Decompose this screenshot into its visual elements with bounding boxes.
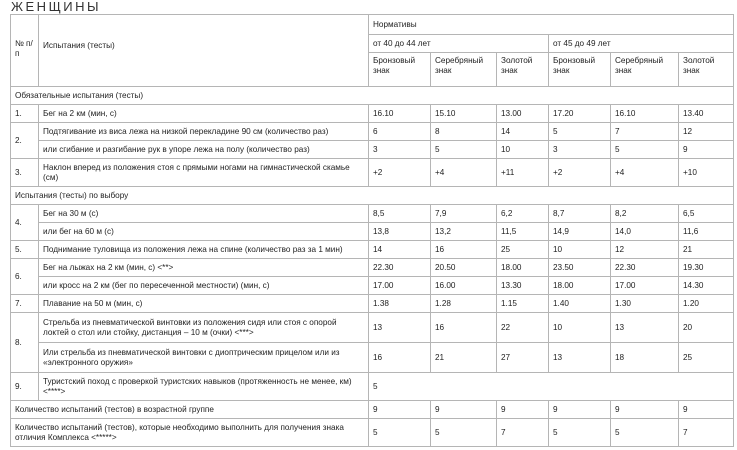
norm-value: 1.28 bbox=[431, 295, 497, 313]
header-age-45-49: от 45 до 49 лет bbox=[549, 35, 734, 53]
header-age-40-44: от 40 до 44 лет bbox=[369, 35, 549, 53]
row-number: 2. bbox=[11, 123, 39, 159]
norm-value: 25 bbox=[497, 241, 549, 259]
test-name: Бег на 30 м (с) bbox=[39, 205, 369, 223]
norm-value: 5 bbox=[369, 373, 734, 401]
norm-value: 1.40 bbox=[549, 295, 611, 313]
test-name: Наклон вперед из положения стоя с прямыми ногами на гимнастической скамье (см) bbox=[39, 159, 369, 187]
norm-value: 3 bbox=[369, 141, 431, 159]
test-name: Бег на лыжах на 2 км (мин, с) <**> bbox=[39, 259, 369, 277]
header-silver: Серебряный знак bbox=[611, 53, 679, 87]
test-name: Подтягивание из виса лежа на низкой перекладине 90 см (количество раз) bbox=[39, 123, 369, 141]
table-row bbox=[11, 419, 734, 447]
totals-value: 9 bbox=[549, 401, 611, 419]
totals-value: 9 bbox=[431, 401, 497, 419]
norm-value: 14 bbox=[497, 123, 549, 141]
test-name: Стрельба из пневматической винтовки из положения сидя или стоя с опорой локтей о стол или стойку, дистанция – 10 м (очки) <***> bbox=[39, 313, 369, 343]
norm-value: 13,8 bbox=[369, 223, 431, 241]
table-row bbox=[11, 141, 734, 159]
norm-value: 10 bbox=[497, 141, 549, 159]
norm-value: 6 bbox=[369, 123, 431, 141]
table-row bbox=[11, 401, 734, 419]
totals-value: 5 bbox=[431, 419, 497, 447]
norm-value: 6,2 bbox=[497, 205, 549, 223]
test-name: или бег на 60 м (с) bbox=[39, 223, 369, 241]
norm-value: +4 bbox=[431, 159, 497, 187]
norm-value: 8 bbox=[431, 123, 497, 141]
table-row bbox=[11, 277, 734, 295]
totals-value: 9 bbox=[497, 401, 549, 419]
norm-value: 7 bbox=[611, 123, 679, 141]
norm-value: 18 bbox=[611, 343, 679, 373]
norm-value: +10 bbox=[679, 159, 734, 187]
totals-value: 5 bbox=[549, 419, 611, 447]
norm-value: 8,7 bbox=[549, 205, 611, 223]
page-title: ЖЕНЩИНЫ bbox=[11, 0, 101, 14]
norm-value: 6,5 bbox=[679, 205, 734, 223]
norm-value: 15.10 bbox=[431, 105, 497, 123]
totals-label: Количество испытаний (тестов) в возрастной группе bbox=[11, 401, 369, 419]
totals-label: Количество испытаний (тестов), которые необходимо выполнить для получения знака отличия Комплекса <*****> bbox=[11, 419, 369, 447]
norm-value: 13 bbox=[611, 313, 679, 343]
norm-value: +4 bbox=[611, 159, 679, 187]
norm-value: 20.50 bbox=[431, 259, 497, 277]
totals-value: 7 bbox=[679, 419, 734, 447]
row-number: 6. bbox=[11, 259, 39, 295]
table-row bbox=[11, 223, 734, 241]
norm-value: 7,9 bbox=[431, 205, 497, 223]
totals-value: 5 bbox=[369, 419, 431, 447]
norm-value: 13.30 bbox=[497, 277, 549, 295]
table-row bbox=[11, 259, 734, 277]
section-heading: Испытания (тесты) по выбору bbox=[11, 187, 734, 205]
test-name: Туристский поход с проверкой туристских навыков (протяженность не менее, км) <****> bbox=[39, 373, 369, 401]
norm-value: 11,5 bbox=[497, 223, 549, 241]
norm-value: 13.40 bbox=[679, 105, 734, 123]
norm-value: 21 bbox=[431, 343, 497, 373]
norm-value: 1.15 bbox=[497, 295, 549, 313]
norm-value: 1.30 bbox=[611, 295, 679, 313]
norm-value: 11,6 bbox=[679, 223, 734, 241]
norm-value: 10 bbox=[549, 241, 611, 259]
table-row bbox=[11, 313, 734, 343]
norm-value: 18.00 bbox=[549, 277, 611, 295]
table-row bbox=[11, 123, 734, 141]
norm-value: 13 bbox=[369, 313, 431, 343]
header-silver: Серебряный знак bbox=[431, 53, 497, 87]
header-bronze: Бронзовый знак bbox=[549, 53, 611, 87]
table-row bbox=[11, 87, 734, 105]
test-name: или кросс на 2 км (бег по пересеченной местности) (мин, с) bbox=[39, 277, 369, 295]
row-number: 4. bbox=[11, 205, 39, 241]
section-heading: Обязательные испытания (тесты) bbox=[11, 87, 734, 105]
norm-value: 27 bbox=[497, 343, 549, 373]
norm-value: 8,2 bbox=[611, 205, 679, 223]
norm-value: 14,0 bbox=[611, 223, 679, 241]
norm-value: 10 bbox=[549, 313, 611, 343]
norm-value: 21 bbox=[679, 241, 734, 259]
norm-value: 16 bbox=[431, 241, 497, 259]
norm-value: 12 bbox=[679, 123, 734, 141]
norm-value: 12 bbox=[611, 241, 679, 259]
norm-value: 16.10 bbox=[369, 105, 431, 123]
row-number: 7. bbox=[11, 295, 39, 313]
norm-value: 13 bbox=[549, 343, 611, 373]
table-row bbox=[11, 205, 734, 223]
row-number: 1. bbox=[11, 105, 39, 123]
norm-value: 16.00 bbox=[431, 277, 497, 295]
norm-value: 14,9 bbox=[549, 223, 611, 241]
totals-value: 9 bbox=[611, 401, 679, 419]
header-norms: Нормативы bbox=[369, 15, 734, 35]
table-row bbox=[11, 241, 734, 259]
norm-value: 13.00 bbox=[497, 105, 549, 123]
norm-value: 5 bbox=[611, 141, 679, 159]
table-row bbox=[11, 373, 734, 401]
test-name: Поднимание туловища из положения лежа на спине (количество раз за 1 мин) bbox=[39, 241, 369, 259]
norm-value: 3 bbox=[549, 141, 611, 159]
norm-value: 16 bbox=[431, 313, 497, 343]
totals-value: 5 bbox=[611, 419, 679, 447]
test-name: или сгибание и разгибание рук в упоре лежа на полу (количество раз) bbox=[39, 141, 369, 159]
header-gold: Золотой знак bbox=[679, 53, 734, 87]
row-number: 8. bbox=[11, 313, 39, 373]
test-name: Или стрельба из пневматической винтовки с диоптрическим прицелом или из «электронного оружия» bbox=[39, 343, 369, 373]
norm-value: 20 bbox=[679, 313, 734, 343]
norm-value: 16 bbox=[369, 343, 431, 373]
norm-value: 8,5 bbox=[369, 205, 431, 223]
norm-value: 17.00 bbox=[611, 277, 679, 295]
totals-value: 7 bbox=[497, 419, 549, 447]
header-num: № п/п bbox=[11, 15, 39, 87]
norm-value: 19.30 bbox=[679, 259, 734, 277]
row-number: 9. bbox=[11, 373, 39, 401]
norm-value: 17.20 bbox=[549, 105, 611, 123]
norm-value: 18.00 bbox=[497, 259, 549, 277]
norms-table bbox=[10, 14, 734, 447]
norm-value: 5 bbox=[431, 141, 497, 159]
row-number: 3. bbox=[11, 159, 39, 187]
norm-value: 22.30 bbox=[611, 259, 679, 277]
norm-value: 17.00 bbox=[369, 277, 431, 295]
norm-value: +2 bbox=[549, 159, 611, 187]
totals-value: 9 bbox=[369, 401, 431, 419]
header-gold: Золотой знак bbox=[497, 53, 549, 87]
totals-value: 9 bbox=[679, 401, 734, 419]
table-row bbox=[11, 343, 734, 373]
norm-value: 1.38 bbox=[369, 295, 431, 313]
norm-value: 22.30 bbox=[369, 259, 431, 277]
table-row bbox=[11, 187, 734, 205]
norm-value: 16.10 bbox=[611, 105, 679, 123]
norm-value: 1.20 bbox=[679, 295, 734, 313]
norm-value: 23.50 bbox=[549, 259, 611, 277]
table-row bbox=[11, 295, 734, 313]
norm-value: 22 bbox=[497, 313, 549, 343]
test-name: Плавание на 50 м (мин, с) bbox=[39, 295, 369, 313]
row-number: 5. bbox=[11, 241, 39, 259]
norm-value: 9 bbox=[679, 141, 734, 159]
norm-value: +2 bbox=[369, 159, 431, 187]
table-row bbox=[11, 105, 734, 123]
norm-value: 5 bbox=[549, 123, 611, 141]
norm-value: 14.30 bbox=[679, 277, 734, 295]
table-row bbox=[11, 159, 734, 187]
test-name: Бег на 2 км (мин, с) bbox=[39, 105, 369, 123]
norm-value: +11 bbox=[497, 159, 549, 187]
norm-value: 25 bbox=[679, 343, 734, 373]
header-bronze: Бронзовый знак bbox=[369, 53, 431, 87]
norm-value: 14 bbox=[369, 241, 431, 259]
header-test: Испытания (тесты) bbox=[39, 15, 369, 87]
norm-value: 13,2 bbox=[431, 223, 497, 241]
